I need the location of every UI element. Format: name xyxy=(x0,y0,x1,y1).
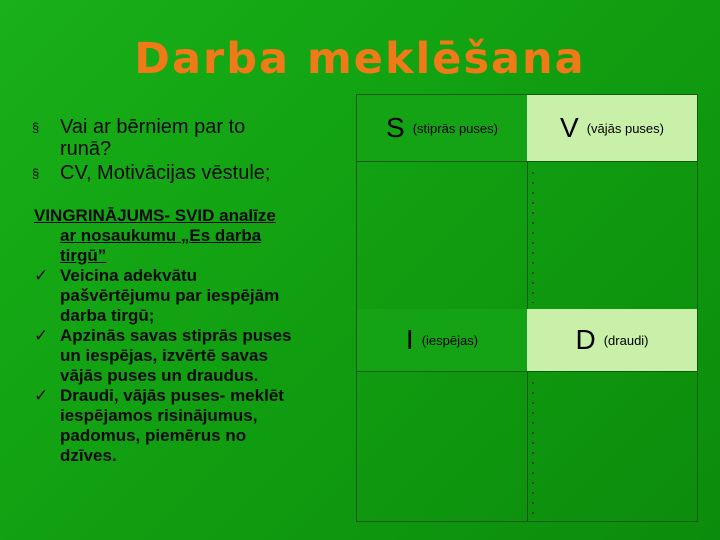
swot-header-weaknesses: V (vājās puses) xyxy=(527,95,697,161)
swot-cell-opportunities[interactable] xyxy=(357,371,527,521)
section-bullet-icon: § xyxy=(32,166,40,181)
swot-cell-threats[interactable] xyxy=(527,371,697,521)
swot-table xyxy=(356,94,698,522)
checklist xyxy=(32,266,342,466)
bullet-item: § Vai ar bērniem par to runā? xyxy=(32,116,246,160)
checklist-item: ✓ Apzinās savas stiprās puses un iespējas, izvērtē savas vājās puses un draudus. xyxy=(34,326,292,385)
swot-header-strengths: S (stiprās puses) xyxy=(357,95,527,161)
checkmark-icon: ✓ xyxy=(34,266,49,285)
swot-cell-strengths[interactable] xyxy=(357,161,527,309)
slide-title: Darba meklēšana xyxy=(134,34,586,84)
swot-cell-weaknesses[interactable] xyxy=(527,161,697,309)
swot-header-threats: D (draudi) xyxy=(527,309,697,371)
checkmark-icon: ✓ xyxy=(34,386,49,405)
dotted-line xyxy=(532,378,534,515)
section-bullet-icon: § xyxy=(32,120,40,135)
checklist-item: ✓ Draudi, vājās puses- meklēt iespējamos risinājumus, padomus, piemērus no dzīves. xyxy=(34,386,284,465)
bullet-item: § CV, Motivācijas vēstule; xyxy=(32,162,271,184)
dotted-line xyxy=(532,168,534,303)
checkmark-icon: ✓ xyxy=(34,326,49,345)
checklist-item: ✓ Veicina adekvātu pašvērtējumu par iespējām darba tirgū; xyxy=(34,266,280,325)
left-column xyxy=(32,116,342,466)
swot-header-opportunities: I (iespējas) xyxy=(357,309,527,371)
exercise-heading: VINGRINĀJUMS- SVID analīze ar nosaukumu „Es darba tirgū” xyxy=(34,206,276,265)
bullet-list xyxy=(32,116,342,184)
exercise-block xyxy=(32,206,342,466)
